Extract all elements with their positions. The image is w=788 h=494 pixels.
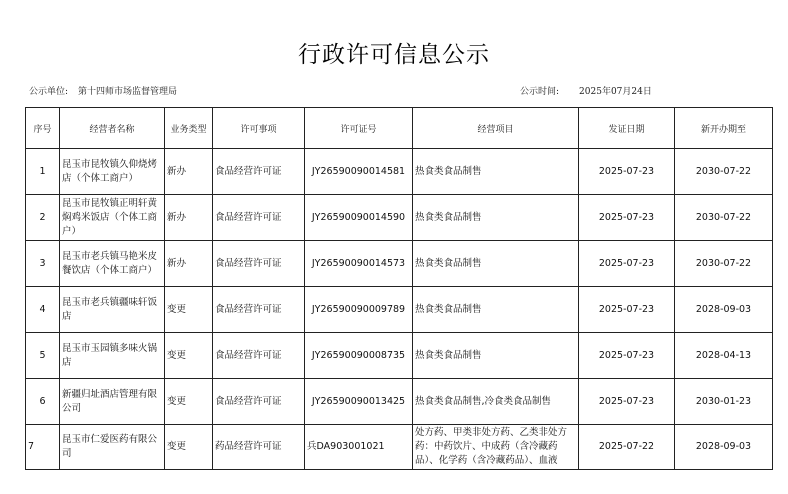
table-row	[26, 241, 773, 287]
row-issue: 2025-07-23	[579, 241, 675, 287]
header-no: 序号	[26, 108, 60, 149]
header-license: 许可证号	[305, 108, 413, 149]
table-row	[26, 379, 773, 425]
table-row	[26, 195, 773, 241]
row-type: 变更	[165, 333, 213, 379]
row-type: 新办	[165, 149, 213, 195]
unit-value: 第十四师市场监督管理局	[78, 87, 178, 97]
row-license: JY26590090014573	[305, 241, 413, 287]
row-issue: 2025-07-23	[579, 195, 675, 241]
row-scope: 热食类食品制售	[413, 287, 579, 333]
row-scope: 热食类食品制售,冷食类食品制售	[413, 379, 579, 425]
row-license: JY26590090009789	[305, 287, 413, 333]
row-name: 新疆归址酒店管理有限公司	[60, 379, 165, 425]
row-scope: 处方药、甲类非处方药、乙类非处方药：中药饮片、中成药（含冷藏药品）、化学药（含冷藏药品）、血液	[413, 425, 579, 470]
row-issue: 2025-07-22	[579, 425, 675, 470]
row-expire: 2028-04-13	[675, 333, 773, 379]
table-row	[26, 425, 773, 470]
header-scope: 经营项目	[413, 108, 579, 149]
table-row	[26, 149, 773, 195]
publish-time	[520, 84, 652, 97]
license-table	[25, 107, 773, 470]
row-license: JY26590090014590	[305, 195, 413, 241]
row-no: 2	[26, 195, 60, 241]
row-expire: 2028-09-03	[675, 425, 773, 470]
row-name: 昆玉市仁爱医药有限公司	[60, 425, 165, 470]
row-item: 食品经营许可证	[213, 195, 305, 241]
row-scope: 热食类食品制售	[413, 333, 579, 379]
row-expire: 2030-01-23	[675, 379, 773, 425]
row-no: 4	[26, 287, 60, 333]
row-issue: 2025-07-23	[579, 149, 675, 195]
row-item: 食品经营许可证	[213, 379, 305, 425]
row-name: 昆玉市昆牧镇正明轩黄焖鸡米饭店（个体工商户）	[60, 195, 165, 241]
publishing-unit	[29, 84, 177, 97]
header-expire-date: 新开办期至	[675, 108, 773, 149]
header-issue-date: 发证日期	[579, 108, 675, 149]
row-type: 新办	[165, 195, 213, 241]
row-license: JY26590090008735	[305, 333, 413, 379]
unit-label: 公示单位:	[29, 87, 69, 97]
row-scope: 热食类食品制售	[413, 149, 579, 195]
table-row	[26, 333, 773, 379]
row-expire: 2030-07-22	[675, 149, 773, 195]
row-license: 兵DA903001021	[305, 425, 413, 470]
row-no: 6	[26, 379, 60, 425]
row-name: 昆玉市昆牧镇久仰烧烤店（个体工商户）	[60, 149, 165, 195]
row-item: 食品经营许可证	[213, 241, 305, 287]
row-expire: 2030-07-22	[675, 241, 773, 287]
row-item: 食品经营许可证	[213, 149, 305, 195]
row-type: 变更	[165, 287, 213, 333]
row-type: 新办	[165, 241, 213, 287]
row-no: 1	[26, 149, 60, 195]
row-scope: 热食类食品制售	[413, 241, 579, 287]
row-license: JY26590090013425	[305, 379, 413, 425]
row-type: 变更	[165, 379, 213, 425]
row-expire: 2030-07-22	[675, 195, 773, 241]
table-row	[26, 287, 773, 333]
row-type: 变更	[165, 425, 213, 470]
header-name: 经营者名称	[60, 108, 165, 149]
row-no: 3	[26, 241, 60, 287]
row-no: 7	[26, 425, 60, 470]
row-name: 昆玉市老兵镇马艳米皮餐饮店（个体工商户）	[60, 241, 165, 287]
row-item: 食品经营许可证	[213, 287, 305, 333]
row-issue: 2025-07-23	[579, 379, 675, 425]
time-label: 公示时间:	[520, 87, 560, 97]
row-item: 食品经营许可证	[213, 333, 305, 379]
row-issue: 2025-07-23	[579, 333, 675, 379]
header-item: 许可事项	[213, 108, 305, 149]
row-license: JY26590090014581	[305, 149, 413, 195]
table-header-row	[26, 108, 773, 149]
row-no: 5	[26, 333, 60, 379]
row-name: 昆玉市老兵镇疆味轩饭店	[60, 287, 165, 333]
page-title: 行政许可信息公示	[298, 42, 490, 68]
row-name: 昆玉市玉园镇多味火锅店	[60, 333, 165, 379]
row-item: 药品经营许可证	[213, 425, 305, 470]
row-expire: 2028-09-03	[675, 287, 773, 333]
time-value: 2025年07月24日	[579, 87, 652, 97]
row-scope: 热食类食品制售	[413, 195, 579, 241]
row-issue: 2025-07-23	[579, 287, 675, 333]
header-type: 业务类型	[165, 108, 213, 149]
